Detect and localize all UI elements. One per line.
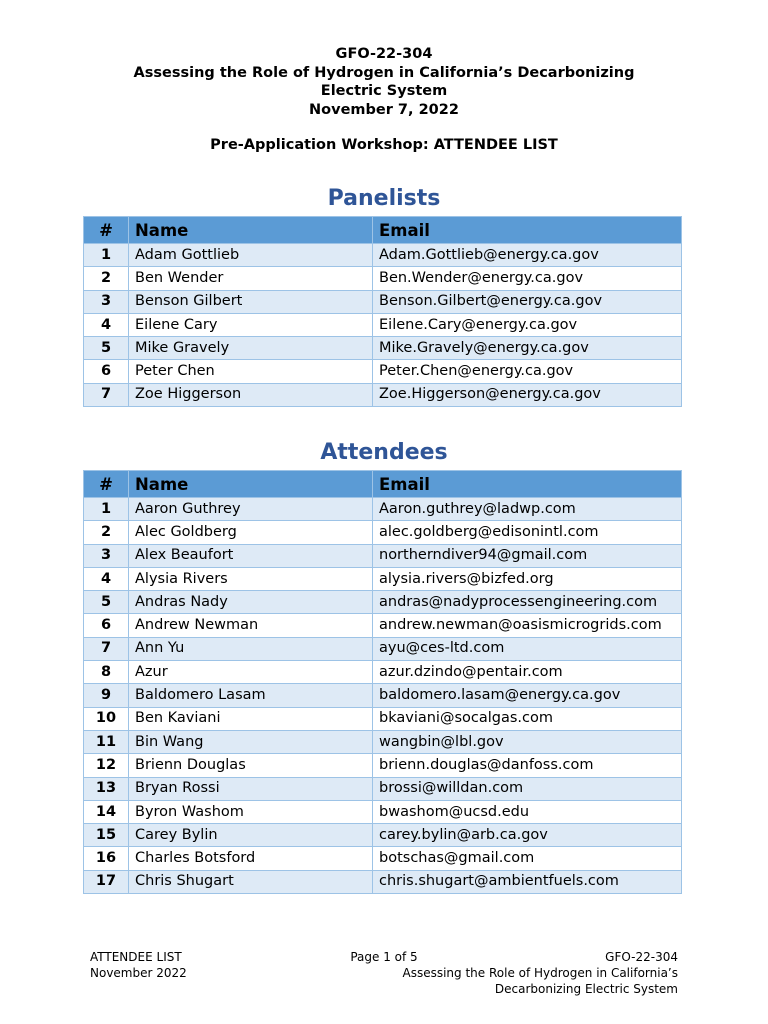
row-email: botschas@gmail.com [373,847,682,870]
row-number: 3 [84,290,129,313]
row-email: Zoe.Higgerson@energy.ca.gov [373,383,682,406]
footer-right [402,949,678,997]
footer-title-line-1: Assessing the Role of Hydrogen in California’s [402,966,678,980]
table-header-row [84,471,682,498]
table-row [84,661,682,684]
table-row [84,567,682,590]
workshop-date: November 7, 2022 [309,101,459,118]
table-row [84,360,682,383]
column-header-number: # [84,217,129,244]
row-email: Benson.Gilbert@energy.ca.gov [373,290,682,313]
row-name: Benson Gilbert [129,290,373,313]
row-number: 5 [84,591,129,614]
row-number: 4 [84,313,129,336]
footer-title-line-2: Decarbonizing Electric System [494,982,678,996]
row-number: 5 [84,337,129,360]
workshop-title: Pre-Application Workshop: ATTENDEE LIST [210,137,558,153]
row-name: Brienn Douglas [129,754,373,777]
row-name: Bryan Rossi [129,777,373,800]
footer-date: November 2022 [90,966,187,980]
panelists-table [83,216,682,407]
row-name: Baldomero Lasam [129,684,373,707]
row-number: 6 [84,614,129,637]
panelists-heading: Panelists [327,186,441,211]
column-header-email: Email [373,471,682,498]
row-email: ayu@ces-ltd.com [373,637,682,660]
row-number: 11 [84,730,129,753]
footer-grant-code: GFO-22-304 [605,950,678,964]
footer-doc-label: ATTENDEE LIST [90,950,182,964]
table-row [84,290,682,313]
table-row [84,383,682,406]
row-name: Azur [129,661,373,684]
row-email: carey.bylin@arb.ca.gov [373,824,682,847]
row-name: Alec Goldberg [129,521,373,544]
row-number: 15 [84,824,129,847]
row-email: Aaron.guthrey@ladwp.com [373,498,682,521]
row-name: Zoe Higgerson [129,383,373,406]
column-header-name: Name [129,471,373,498]
row-name: Mike Gravely [129,337,373,360]
row-number: 8 [84,661,129,684]
table-row [84,707,682,730]
row-email: bwashom@ucsd.edu [373,800,682,823]
document-title-line-1: Assessing the Role of Hydrogen in California’s Decarbonizing [133,64,635,81]
row-name: Bin Wang [129,730,373,753]
document-header [0,45,768,119]
row-number: 3 [84,544,129,567]
row-number: 2 [84,267,129,290]
row-name: Byron Washom [129,800,373,823]
row-number: 10 [84,707,129,730]
row-name: Aaron Guthrey [129,498,373,521]
row-email: alec.goldberg@edisonintl.com [373,521,682,544]
row-email: brienn.douglas@danfoss.com [373,754,682,777]
row-number: 13 [84,777,129,800]
row-name: Ann Yu [129,637,373,660]
table-row [84,337,682,360]
row-name: Ben Wender [129,267,373,290]
row-email: Ben.Wender@energy.ca.gov [373,267,682,290]
table-row [84,684,682,707]
row-email: andrew.newman@oasismicrogrids.com [373,614,682,637]
table-header-row [84,217,682,244]
row-email: brossi@willdan.com [373,777,682,800]
row-name: Eilene Cary [129,313,373,336]
row-email: wangbin@lbl.gov [373,730,682,753]
row-name: Chris Shugart [129,870,373,893]
row-number: 2 [84,521,129,544]
row-name: Ben Kaviani [129,707,373,730]
row-email: Mike.Gravely@energy.ca.gov [373,337,682,360]
attendees-table [83,470,682,894]
table-row [84,847,682,870]
row-name: Carey Bylin [129,824,373,847]
table-row [84,754,682,777]
row-email: azur.dzindo@pentair.com [373,661,682,684]
row-email: Adam.Gottlieb@energy.ca.gov [373,244,682,267]
table-row [84,777,682,800]
row-number: 7 [84,383,129,406]
row-number: 6 [84,360,129,383]
table-row [84,267,682,290]
table-row [84,637,682,660]
row-email: chris.shugart@ambientfuels.com [373,870,682,893]
attendees-heading: Attendees [320,440,448,465]
row-name: Alex Beaufort [129,544,373,567]
row-name: Charles Botsford [129,847,373,870]
table-row [84,544,682,567]
row-email: baldomero.lasam@energy.ca.gov [373,684,682,707]
row-email: andras@nadyprocessengineering.com [373,591,682,614]
row-email: alysia.rivers@bizfed.org [373,567,682,590]
row-number: 17 [84,870,129,893]
grant-code: GFO-22-304 [335,46,433,62]
table-row [84,313,682,336]
row-name: Andrew Newman [129,614,373,637]
row-number: 1 [84,498,129,521]
document-title-line-2: Electric System [320,83,448,99]
row-number: 14 [84,800,129,823]
row-name: Alysia Rivers [129,567,373,590]
column-header-number: # [84,471,129,498]
table-row [84,800,682,823]
column-header-email: Email [373,217,682,244]
row-email: Eilene.Cary@energy.ca.gov [373,313,682,336]
table-row [84,614,682,637]
table-row [84,824,682,847]
row-number: 7 [84,637,129,660]
row-name: Andras Nady [129,591,373,614]
row-email: bkaviani@socalgas.com [373,707,682,730]
table-row [84,244,682,267]
row-email: Peter.Chen@energy.ca.gov [373,360,682,383]
column-header-name: Name [129,217,373,244]
table-row [84,591,682,614]
table-row [84,498,682,521]
row-email: northerndiver94@gmail.com [373,544,682,567]
row-number: 9 [84,684,129,707]
row-name: Adam Gottlieb [129,244,373,267]
footer-page-number: Page 1 of 5 [350,950,418,964]
table-row [84,521,682,544]
row-number: 16 [84,847,129,870]
row-name: Peter Chen [129,360,373,383]
table-row [84,730,682,753]
row-number: 12 [84,754,129,777]
row-number: 1 [84,244,129,267]
row-number: 4 [84,567,129,590]
table-row [84,870,682,893]
